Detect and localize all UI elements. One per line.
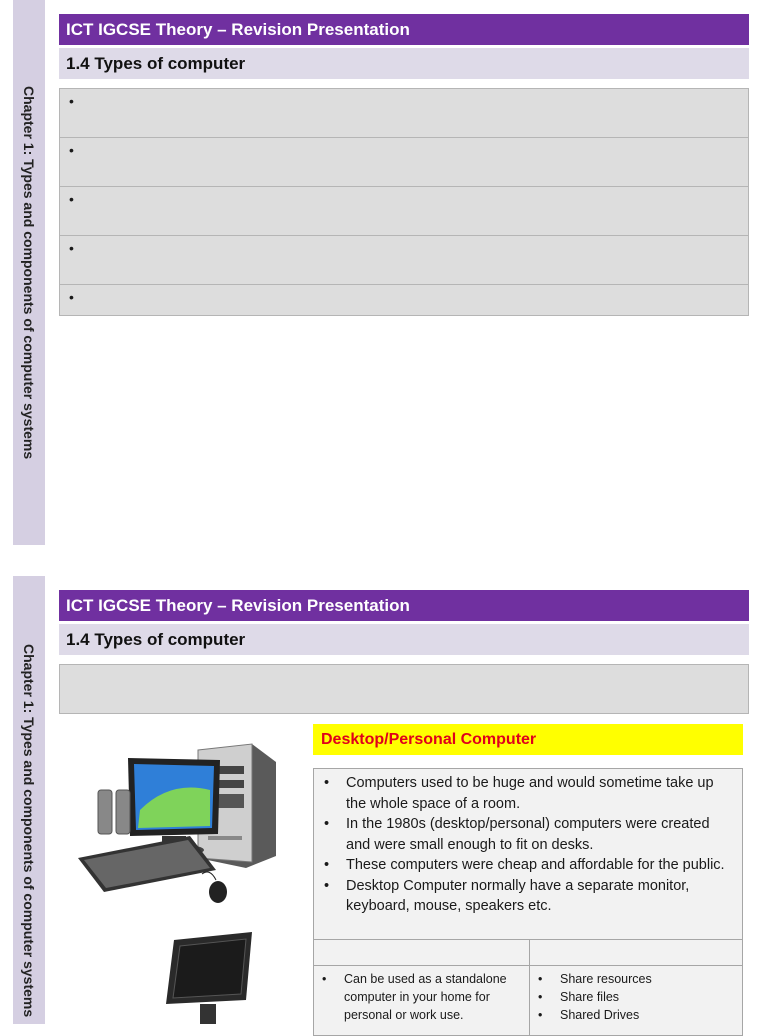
section-title: 1.4 Types of computer bbox=[59, 48, 749, 79]
table-header-cell bbox=[314, 939, 529, 965]
section-title: 1.4 Types of computer bbox=[59, 624, 749, 655]
summary-bar bbox=[59, 664, 749, 714]
slide-2 bbox=[0, 576, 768, 1024]
desktop-title: Desktop/Personal Computer bbox=[313, 724, 743, 755]
bullet-row: • bbox=[59, 88, 749, 138]
monitor-image bbox=[160, 928, 260, 1024]
presentation-title: ICT IGCSE Theory – Revision Presentation bbox=[59, 14, 749, 45]
table-row bbox=[314, 965, 742, 1035]
chapter-sidebar bbox=[13, 576, 45, 1024]
list-item: • Can be used as a standalone computer in your home for personal or work use. bbox=[320, 970, 523, 1024]
list-item: • Share resources bbox=[536, 970, 736, 988]
table-cell-left bbox=[314, 965, 529, 1035]
presentation-title: ICT IGCSE Theory – Revision Presentation bbox=[59, 590, 749, 621]
list-item: • Share files bbox=[536, 988, 736, 1006]
bullet-row: • bbox=[59, 137, 749, 187]
table-header-cell bbox=[529, 939, 742, 965]
table-cell-right bbox=[529, 965, 742, 1035]
bullet-row: • bbox=[59, 284, 749, 316]
list-item: • Desktop Computer normally have a separate monitor, keyboard, mouse, speakers etc. bbox=[322, 876, 734, 917]
chapter-sidebar bbox=[13, 0, 45, 545]
chapter-label: Chapter 1: Types and components of computer systems bbox=[21, 85, 37, 460]
bullet-row: • bbox=[59, 186, 749, 236]
desktop-description bbox=[313, 768, 743, 940]
desktop-computer-image bbox=[70, 740, 290, 906]
bullet-list bbox=[59, 88, 749, 316]
list-item: • In the 1980s (desktop/personal) computers were created and were small enough to fit on desks. bbox=[322, 814, 734, 855]
table-row bbox=[314, 939, 742, 965]
list-item: • Shared Drives bbox=[536, 1006, 736, 1024]
chapter-label: Chapter 1: Types and components of computer systems bbox=[21, 644, 37, 1018]
pros-cons-table bbox=[313, 939, 743, 1036]
list-item: • These computers were cheap and affordable for the public. bbox=[322, 855, 734, 876]
list-item: • Computers used to be huge and would sometime take up the whole space of a room. bbox=[322, 773, 734, 814]
bullet-row: • bbox=[59, 235, 749, 285]
